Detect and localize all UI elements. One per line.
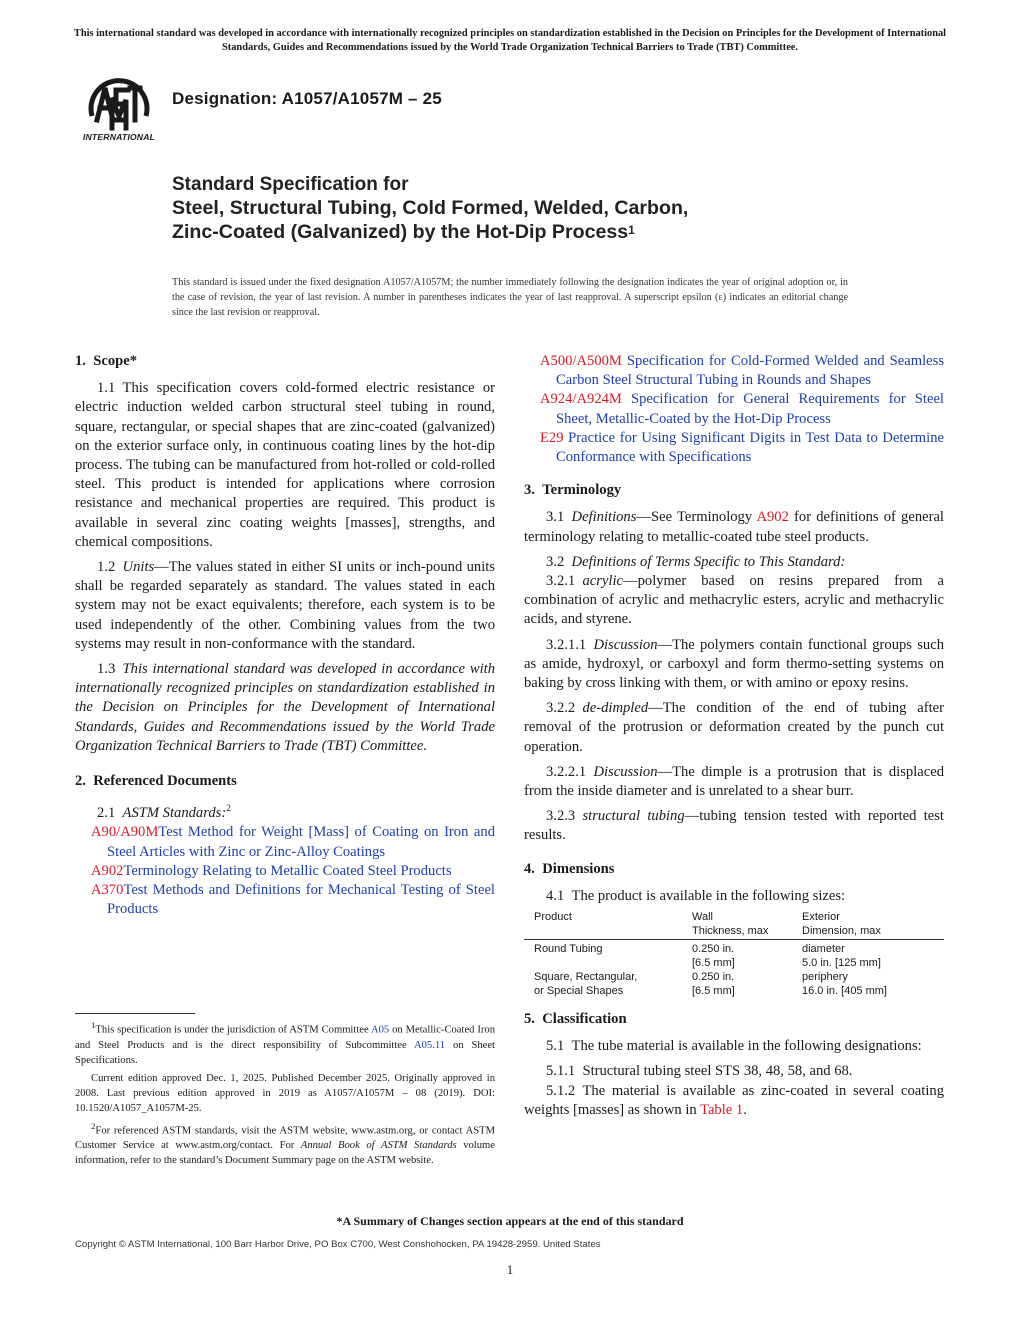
- para-5-1: 5.1 The tube material is available in the following designations:: [546, 1038, 922, 1055]
- astm-logo: [78, 70, 160, 148]
- th-wall: Wall Thickness, max: [692, 910, 802, 940]
- heading-terminology: 3. Terminology: [524, 482, 622, 499]
- table-row: [524, 970, 944, 998]
- ref-e29[interactable]: E29 Practice for Using Significant Digits in Test Data to Determine Conformance with Specifications: [540, 429, 944, 466]
- para-5-1-2: 5.1.2 The material is available as zinc-coated in several coating weights [masses] as shown in Table 1.: [524, 1082, 944, 1118]
- footnote-1-edition: Current edition approved Dec. 1, 2025. Published December 2025. Originally approved in 2008. Last previous edition approved in 2019 as A1057/A1057M – 08 (2019). DOI: 10.1520/A1057_A1057M-25.: [75, 1072, 495, 1114]
- ref-a924[interactable]: A924/A924M Specification for General Requirements for Steel Sheet, Metallic-Coated by the Hot-Dip Process: [540, 391, 944, 427]
- title-line-1: Standard Specification for: [172, 174, 409, 195]
- designation: Designation: A1057/A1057M – 25: [172, 89, 442, 108]
- title-footnote-mark: 1: [628, 223, 635, 237]
- summary-of-changes-note: *A Summary of Changes section appears at the end of this standard: [336, 1214, 684, 1228]
- heading-dimensions: 4. Dimensions: [524, 860, 615, 877]
- table-row: [524, 940, 944, 971]
- para-1-2: 1.2 Units—The values stated in either SI units or inch-pound units shall be regarded separately as standard. The values stated in each system may not be exact equivalents; therefore, each system is to be used independently of the other. Combining values from the two systems may result in non-conformance with the standard.: [75, 559, 495, 652]
- para-2-1: 2.1 ASTM Standards:$^2$: [97, 803, 231, 822]
- link-a05-11[interactable]: A05.11: [413, 1039, 446, 1051]
- para-3-2: 3.2 Definitions of Terms Specific to This Standard:: [546, 553, 846, 570]
- para-1-3: 1.3 This international standard was developed in accordance with internationally recognized principles on standardization established in the Decision on Principles for the Development of International Standards, Guides and Recommendations issued by the World Trade Organization Technical Barriers to Trade (TBT) Committee.: [75, 661, 495, 754]
- cell-exterior: diameter 5.0 in. [125 mm]: [802, 943, 881, 970]
- ref-a500[interactable]: A500/A500M Specification for Cold-Formed Welded and Seamless Carbon Steel Structural Tubing in Rounds and Shapes: [540, 353, 944, 389]
- heading-classification: 5. Classification: [524, 1011, 627, 1028]
- ref-a90[interactable]: A90/A90MTest Method for Weight [Mass] of Coating on Iron and Steel Articles with Zinc or Zinc-Alloy Coatings: [91, 824, 495, 860]
- link-a05[interactable]: A05: [370, 1024, 390, 1036]
- cell-product: Square, Rectangular, or Special Shapes: [534, 971, 638, 998]
- table-header-row: [524, 910, 944, 940]
- para-3-1: 3.1 Definitions—See Terminology A902 for definitions of general terminology relating to metallic-coated tube steel products.: [524, 509, 944, 545]
- ref-a902[interactable]: A902Terminology Relating to Metallic Coated Steel Products: [91, 862, 452, 879]
- para-1-1: 1.1 This specification covers cold-formed electric resistance or electric induction welded carbon structural steel tubing in round, square, rectangular, or special shapes that are zinc-coated (galvanized) on the exterior surface only, in continuous coating lines by the hot-dip process. The tubing can be manufactured from hot-rolled or cold-rolled steel. This product is intended for applications where corrosion resistance and mechanical properties are required. This product is available in several zinc coating weights [masses], strengths, and chemical compositions.: [75, 380, 495, 550]
- issue-note: This standard is issued under the fixed designation A1057/A1057M; the number immediately following the designation indicates the year of original adoption or, in the case of revision, the year of last revision. A number in parentheses indicates the year of last reapproval. A superscript epsilon (ε) indicates an editorial change since the last revision or reapproval.: [172, 277, 848, 318]
- left-column: [75, 352, 495, 919]
- copyright: Copyright © ASTM International, 100 Barr Harbor Drive, PO Box C700, West Conshohocken, PA 19428-2959. United States: [75, 1239, 601, 1250]
- para-5-1-1: 5.1.1 Structural tubing steel STS 38, 48, 58, and 68.: [546, 1063, 853, 1080]
- para-3-2-2: 3.2.2 de-dimpled—The condition of the end of tubing after removal of the protrusion or deformation created by the punch cut operation.: [524, 700, 944, 755]
- tbt-notice: This international standard was developed in accordance with internationally recognized principles on standardization established in the Decision on Principles for the Development of International Standards, Guides and Recommendations issued by the World Trade Organization Technical Barriers to Trade (TBT) Committee.: [73, 28, 947, 53]
- title-line-3: Zinc-Coated (Galvanized) by the Hot-Dip Process$^1$: [172, 221, 635, 243]
- footnote-1: $^1$This specification is under the jurisdiction of ASTM Committee A05 on Metallic-Coated Iron and Steel Products and is the direct responsibility of Subcommittee A05.11 on Sheet Specifications.: [75, 1020, 495, 1066]
- para-3-2-2-1: 3.2.2.1 Discussion—The dimple is a protrusion that is displaced from the inside diameter and is unrelated to a shear burr.: [524, 763, 944, 800]
- para-4-1: 4.1 The product is available in the following sizes:: [546, 887, 846, 904]
- para-3-2-1-1: 3.2.1.1 Discussion—The polymers contain functional groups such as amide, hydroxyl, or carboxyl and form thermo-setting systems on baking by cross linking with them, or with amino or epoxy resins.: [524, 636, 944, 692]
- title-line-2: Steel, Structural Tubing, Cold Formed, Welded, Carbon,: [172, 197, 689, 219]
- footnotes: [75, 1018, 495, 1171]
- cell-product: Round Tubing: [534, 943, 603, 956]
- cell-wall: 0.250 in. [6.5 mm]: [692, 971, 735, 998]
- th-product: Product: [524, 910, 692, 940]
- footnote-2: $^2$For referenced ASTM standards, visit the ASTM website, www.astm.org, or contact ASTM Customer Service at www.astm.org/contact. For Annual Book of ASTM Standards volume information, refer to the standard’s Document Summary page on the ASTM website.: [75, 1120, 495, 1167]
- right-column: [524, 352, 944, 1126]
- cell-exterior: periphery 16.0 in. [405 mm]: [802, 971, 887, 998]
- link-table-1[interactable]: Table 1: [700, 1101, 744, 1118]
- footnote-rule: [75, 1013, 195, 1014]
- title-block: [172, 173, 872, 244]
- th-exterior: Exterior Dimension, max: [802, 910, 944, 940]
- heading-referenced-documents: 2. Referenced Documents: [75, 773, 237, 790]
- ref-a370[interactable]: A370Test Methods and Definitions for Mechanical Testing of Steel Products: [91, 881, 495, 918]
- para-3-2-1: 3.2.1 acrylic—polymer based on resins prepared from a combination of acrylic and methacrylic esters, acrylic and methacrylic acids, and styrene.: [524, 573, 944, 628]
- page-number: 1: [506, 1262, 514, 1277]
- link-a902[interactable]: A902: [756, 509, 789, 526]
- cell-wall: 0.250 in. [6.5 mm]: [692, 943, 735, 970]
- para-3-2-3: 3.2.3 structural tubing—tubing tension tested with reported test results.: [524, 808, 944, 844]
- logo-text: INTERNATIONAL: [82, 132, 156, 142]
- heading-scope: 1. Scope*: [75, 353, 138, 369]
- dimensions-table: [524, 910, 944, 998]
